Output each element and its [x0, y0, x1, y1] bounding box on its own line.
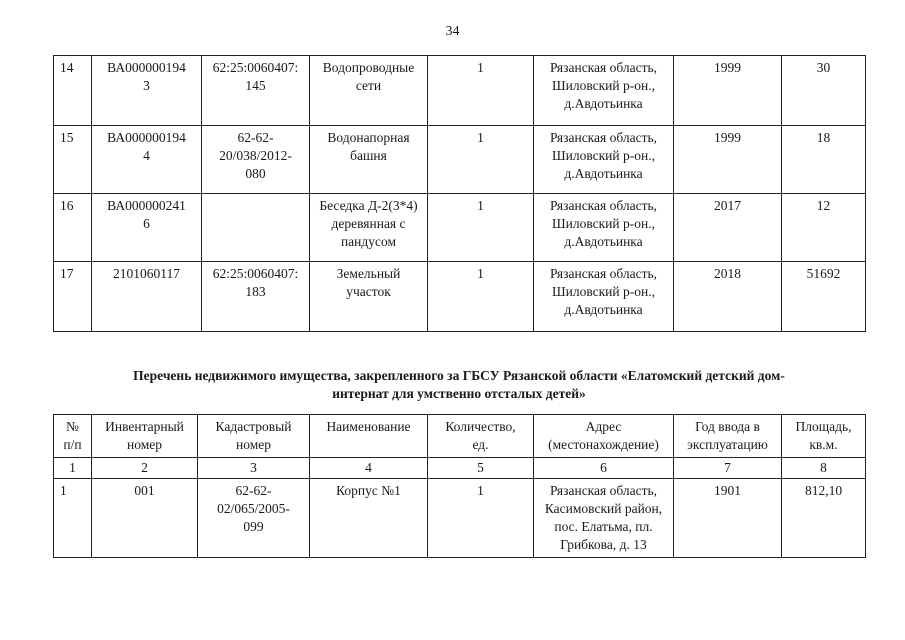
quantity: 1	[428, 56, 534, 126]
row-number: 1	[54, 479, 92, 558]
column-header: Наименование	[310, 415, 428, 458]
table-row	[54, 56, 866, 126]
commissioning-year: 1999	[674, 126, 782, 194]
column-number: 8	[782, 458, 866, 479]
area: 18	[782, 126, 866, 194]
property-name: Водонапорная башня	[310, 126, 428, 194]
inventory-number: ВА000000241 6	[92, 194, 202, 262]
table-row	[54, 194, 866, 262]
commissioning-year: 2017	[674, 194, 782, 262]
column-number: 2	[92, 458, 198, 479]
commissioning-year: 1901	[674, 479, 782, 558]
row-number: 17	[54, 262, 92, 332]
table-row	[54, 126, 866, 194]
column-number-row	[54, 458, 866, 479]
column-number: 4	[310, 458, 428, 479]
column-header: № п/п	[54, 415, 92, 458]
table-row	[54, 479, 866, 558]
area: 51692	[782, 262, 866, 332]
commissioning-year: 1999	[674, 56, 782, 126]
address: Рязанская область, Шиловский р-он., д.Авдотьинка	[534, 262, 674, 332]
section-title: Перечень недвижимого имущества, закрепленного за ГБСУ Рязанской области «Елатомский детский дом- интернат для умственно отсталых детей»	[133, 368, 785, 401]
area: 30	[782, 56, 866, 126]
property-name: Земельный участок	[310, 262, 428, 332]
address: Рязанская область, Шиловский р-он., д.Авдотьинка	[534, 126, 674, 194]
property-table-continued	[53, 55, 866, 332]
column-header: Адрес (местонахождение)	[534, 415, 674, 458]
column-number: 6	[534, 458, 674, 479]
property-name: Корпус №1	[310, 479, 428, 558]
column-header: Кадастровый номер	[198, 415, 310, 458]
cadastral-number: 62:25:0060407: 145	[202, 56, 310, 126]
cadastral-number: 62-62- 02/065/2005- 099	[198, 479, 310, 558]
inventory-number: ВА000000194 3	[92, 56, 202, 126]
column-header: Количество, ед.	[428, 415, 534, 458]
address: Рязанская область, Шиловский р-он., д.Авдотьинка	[534, 194, 674, 262]
column-header: Год ввода в эксплуатацию	[674, 415, 782, 458]
inventory-number: 2101060117	[92, 262, 202, 332]
quantity: 1	[428, 126, 534, 194]
commissioning-year: 2018	[674, 262, 782, 332]
column-header: Площадь, кв.м.	[782, 415, 866, 458]
address: Рязанская область, Касимовский район, пос. Елатьма, пл. Грибкова, д. 13	[534, 479, 674, 558]
cadastral-number: 62-62- 20/038/2012- 080	[202, 126, 310, 194]
row-number: 16	[54, 194, 92, 262]
column-number: 1	[54, 458, 92, 479]
inventory-number: ВА000000194 4	[92, 126, 202, 194]
quantity: 1	[428, 262, 534, 332]
property-name: Беседка Д-2(3*4) деревянная с пандусом	[310, 194, 428, 262]
column-number: 7	[674, 458, 782, 479]
column-number: 5	[428, 458, 534, 479]
address: Рязанская область, Шиловский р-он., д.Авдотьинка	[534, 56, 674, 126]
column-number: 3	[198, 458, 310, 479]
inventory-number: 001	[92, 479, 198, 558]
column-header: Инвентарный номер	[92, 415, 198, 458]
area: 12	[782, 194, 866, 262]
header-row	[54, 415, 866, 458]
row-number: 15	[54, 126, 92, 194]
page-number: 34	[445, 24, 460, 39]
cadastral-number	[202, 194, 310, 262]
property-name: Водопроводные сети	[310, 56, 428, 126]
property-table	[53, 414, 866, 558]
quantity: 1	[428, 194, 534, 262]
row-number: 14	[54, 56, 92, 126]
quantity: 1	[428, 479, 534, 558]
table-row	[54, 262, 866, 332]
cadastral-number: 62:25:0060407: 183	[202, 262, 310, 332]
area: 812,10	[782, 479, 866, 558]
